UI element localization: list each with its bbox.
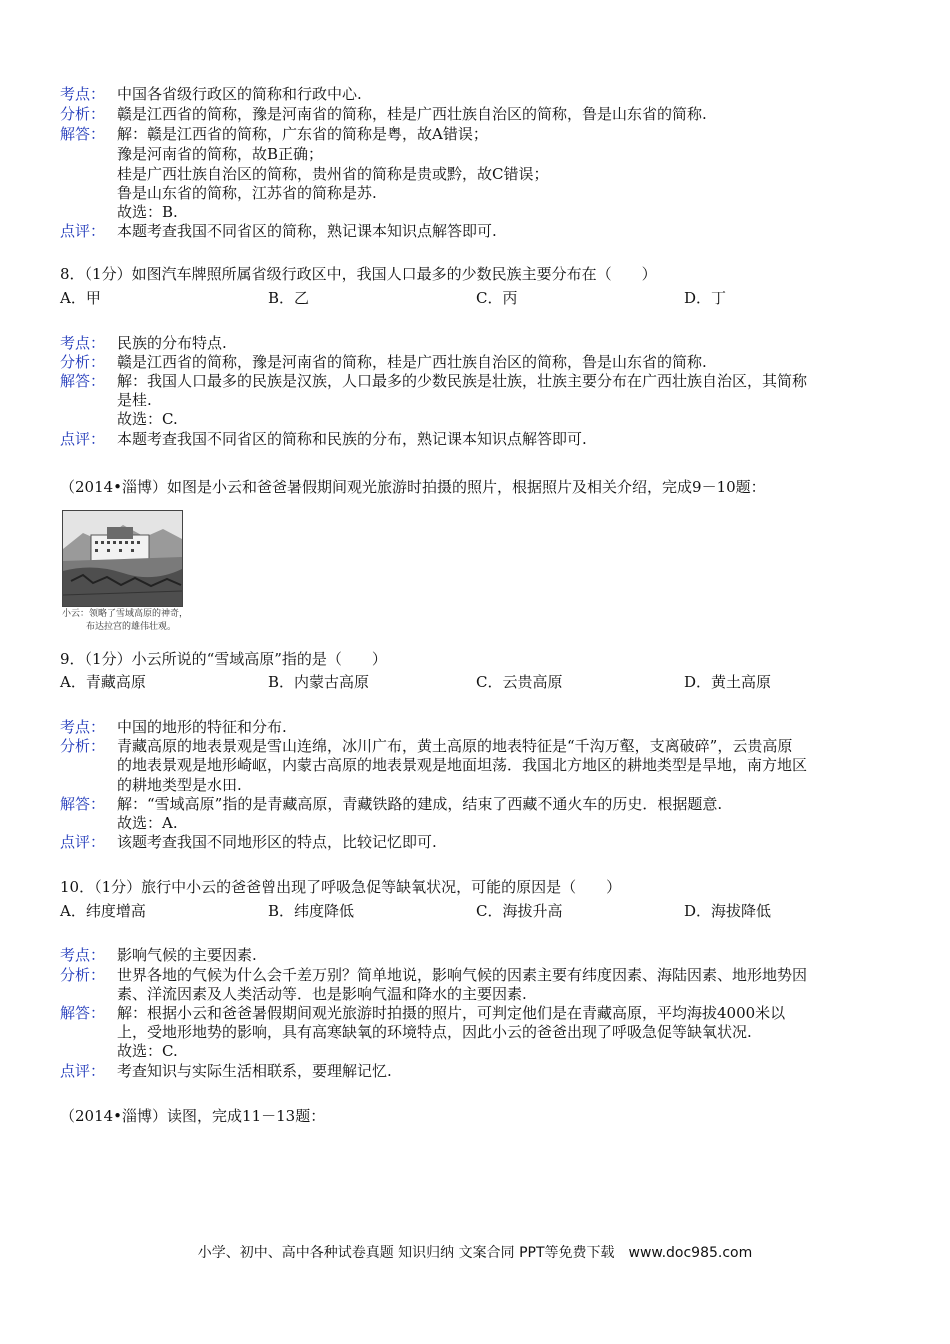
label-kaodian: 考点：: [60, 85, 106, 103]
jieda-line: 故选：C.: [117, 410, 178, 428]
option-c: C．丙: [476, 289, 518, 307]
jieda-line: 上，受地形地势的影响，具有高寒缺氧的环境特点，因此小云的爸爸出现了呼吸急促等缺氧状况.: [117, 1023, 752, 1041]
option-b: B．纬度降低: [268, 902, 355, 920]
potala-illustration: [63, 511, 182, 606]
label-jieda: 解答：: [60, 125, 106, 143]
label-kaodian: 考点：: [60, 718, 106, 736]
label-dianping: 点评：: [60, 833, 106, 851]
page-footer: 小学、初中、高中各种试卷真题 知识归纳 文案合同 PPT等免费下载 www.doc985.com: [197, 1245, 753, 1261]
jieda-line: 豫是河南省的简称，故B正确；: [117, 145, 324, 163]
potala-photo: [62, 510, 183, 607]
option-b: B．内蒙古高原: [268, 673, 370, 691]
label-dianping: 点评：: [60, 430, 106, 448]
label-dianping: 点评：: [60, 1062, 106, 1080]
option-a: A．青藏高原: [60, 673, 146, 691]
jieda-line: 解：“雪域高原”指的是青藏高原，青藏铁路的建成，结束了西藏不通火车的历史．根据题意.: [117, 795, 723, 813]
option-d: D．丁: [684, 289, 727, 307]
jieda-line: 故选：B.: [117, 203, 178, 221]
dianping-text: 本题考查我国不同省区的简称和民族的分布，熟记课本知识点解答即可.: [117, 430, 587, 448]
intro-9-10: （2014•淄博）如图是小云和爸爸暑假期间观光旅游时拍摄的照片，根据照片及相关介绍，完成9－10题：: [60, 478, 766, 496]
label-dianping: 点评：: [60, 222, 106, 240]
photo-caption-line: 小云：领略了雪域高原的神奇，: [62, 609, 189, 619]
question-10-stem: 10．（1分）旅行中小云的爸爸曾出现了呼吸急促等缺氧状况，可能的原因是（ ）: [60, 878, 622, 896]
dianping-text: 该题考查我国不同地形区的特点，比较记忆即可.: [117, 833, 437, 851]
option-d: D．海拔降低: [684, 902, 772, 920]
option-a: A．甲: [60, 289, 101, 307]
jieda-line: 解：赣是江西省的简称，广东省的简称是粤，故A错误；: [117, 125, 488, 143]
fenxi-text: 赣是江西省的简称，豫是河南省的简称，桂是广西壮族自治区的简称，鲁是山东省的简称.: [117, 353, 707, 371]
kaodian-text: 中国各省级行政区的简称和行政中心.: [117, 85, 362, 103]
option-d: D．黄土高原: [684, 673, 772, 691]
option-a: A．纬度增高: [60, 902, 146, 920]
jieda-line: 故选：A.: [117, 814, 178, 832]
jieda-line: 鲁是山东省的简称，江苏省的简称是苏.: [117, 184, 377, 202]
fenxi-line: 素、洋流因素及人类活动等．也是影响气温和降水的主要因素.: [117, 985, 527, 1003]
question-8-stem: 8．（1分）如图汽车牌照所属省级行政区中，我国人口最多的少数民族主要分布在（ ）: [60, 265, 657, 283]
jieda-line: 解：根据小云和爸爸暑假期间观光旅游时拍摄的照片，可判定他们是在青藏高原，平均海拔4000米以: [117, 1004, 786, 1022]
jieda-line: 是桂.: [117, 391, 152, 409]
dianping-text: 考查知识与实际生活相联系，要理解记忆.: [117, 1062, 392, 1080]
jieda-line: 桂是广西壮族自治区的简称，贵州省的简称是贵或黔，故C错误；: [117, 165, 549, 183]
label-jieda: 解答：: [60, 372, 106, 390]
photo-caption-line: 布达拉宫的雄伟壮观。: [86, 622, 177, 632]
label-jieda: 解答：: [60, 1004, 106, 1022]
label-fenxi: 分析：: [60, 737, 106, 755]
kaodian-text: 影响气候的主要因素.: [117, 946, 257, 964]
fenxi-line: 的耕地类型是水田.: [117, 776, 242, 794]
label-kaodian: 考点：: [60, 946, 106, 964]
jieda-line: 故选：C.: [117, 1042, 178, 1060]
fenxi-line: 青藏高原的地表景观是雪山连绵，冰川广布，黄土高原的地表特征是“千沟万壑，支离破碎”，云贵高原: [117, 737, 793, 755]
dianping-text: 本题考查我国不同省区的简称，熟记课本知识点解答即可.: [117, 222, 497, 240]
fenxi-text: 赣是江西省的简称，豫是河南省的简称，桂是广西壮族自治区的简称，鲁是山东省的简称.: [117, 105, 707, 123]
kaodian-text: 民族的分布特点.: [117, 334, 227, 352]
label-fenxi: 分析：: [60, 105, 106, 123]
fenxi-line: 的地表景观是地形崎岖，内蒙古高原的地表景观是地面坦荡．我国北方地区的耕地类型是旱地，南方地区: [117, 756, 808, 774]
label-kaodian: 考点：: [60, 334, 106, 352]
label-fenxi: 分析：: [60, 353, 106, 371]
label-fenxi: 分析：: [60, 966, 106, 984]
fenxi-line: 世界各地的气候为什么会千差万别？简单地说，影响气候的因素主要有纬度因素、海陆因素、地形地势因: [117, 966, 808, 984]
question-9-stem: 9．（1分）小云所说的“雪域高原”指的是（ ）: [60, 650, 387, 668]
option-c: C．海拔升高: [476, 902, 563, 920]
label-jieda: 解答：: [60, 795, 106, 813]
jieda-line: 解：我国人口最多的民族是汉族，人口最多的少数民族是壮族，壮族主要分布在广西壮族自治区，其简称: [117, 372, 808, 390]
intro-11-13: （2014•淄博）读图，完成11－13题：: [60, 1107, 326, 1125]
kaodian-text: 中国的地形的特征和分布.: [117, 718, 287, 736]
option-c: C．云贵高原: [476, 673, 563, 691]
option-b: B．乙: [268, 289, 310, 307]
